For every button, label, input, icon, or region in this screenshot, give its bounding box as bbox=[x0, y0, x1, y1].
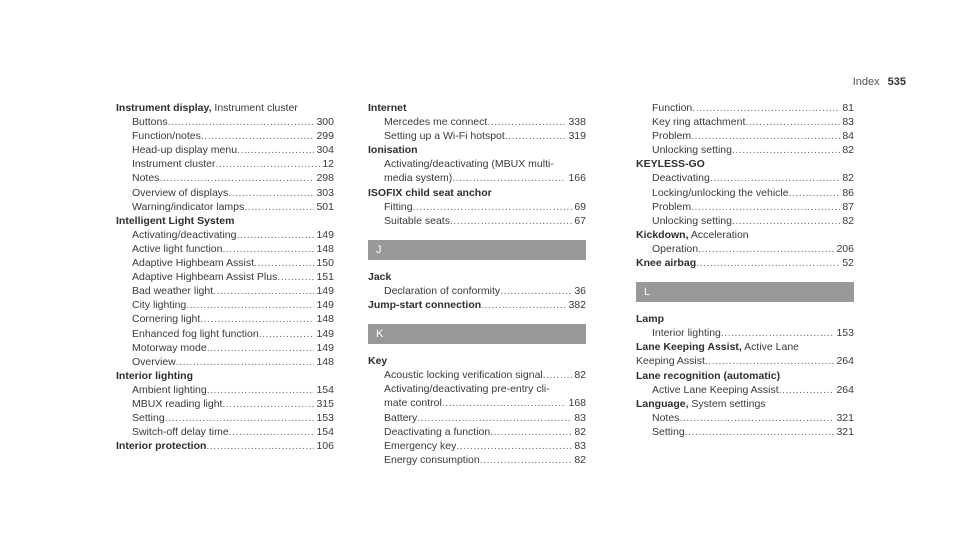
dot-leader bbox=[691, 200, 840, 214]
subentry-text: Unlocking setting bbox=[652, 144, 732, 157]
index-subentry[interactable] bbox=[368, 115, 586, 129]
dot-leader bbox=[710, 171, 841, 185]
dot-leader bbox=[215, 157, 320, 171]
index-subentry[interactable] bbox=[116, 129, 334, 143]
dot-leader bbox=[222, 397, 314, 411]
dot-leader bbox=[186, 298, 314, 312]
subentry-text: media system) bbox=[384, 172, 453, 185]
index-subentry[interactable] bbox=[116, 186, 334, 200]
page-ref: 166 bbox=[568, 172, 586, 185]
index-subentry[interactable] bbox=[116, 270, 334, 284]
dot-leader bbox=[679, 411, 834, 425]
page-ref: 149 bbox=[316, 327, 334, 340]
page-ref: 69 bbox=[574, 200, 586, 213]
section-letter: J bbox=[368, 240, 586, 260]
dot-leader bbox=[732, 143, 840, 157]
page-ref: 149 bbox=[316, 341, 334, 354]
page-ref: 83 bbox=[842, 116, 854, 129]
page-ref: 87 bbox=[842, 200, 854, 213]
index-subentry[interactable] bbox=[116, 383, 334, 397]
heading-qualifier: Instrument cluster bbox=[211, 102, 298, 114]
dot-leader bbox=[244, 200, 314, 214]
index-heading[interactable] bbox=[368, 186, 586, 200]
subentry-line: Activating/deactivating (MBUX multi- bbox=[384, 158, 554, 171]
dot-leader bbox=[450, 214, 572, 228]
subentry-text: Suitable seats bbox=[384, 214, 450, 227]
dot-leader bbox=[721, 326, 835, 340]
subentry-text: Setting up a Wi-Fi hotspot bbox=[384, 130, 505, 143]
page-ref: 82 bbox=[842, 144, 854, 157]
dot-leader bbox=[789, 186, 841, 200]
dot-leader bbox=[159, 171, 314, 185]
index-subentry[interactable] bbox=[636, 411, 854, 425]
subentry-text: Setting bbox=[652, 425, 685, 438]
heading-term: Internet bbox=[368, 102, 407, 114]
subentry-text: Deactivating bbox=[652, 172, 710, 185]
dot-leader bbox=[692, 101, 840, 115]
index-subentry[interactable] bbox=[116, 341, 334, 355]
page-ref: 149 bbox=[316, 285, 334, 298]
page-ref: 86 bbox=[842, 186, 854, 199]
index-subentry[interactable] bbox=[636, 425, 854, 439]
subentry-text: Active Lane Keeping Assist bbox=[652, 383, 779, 396]
dot-leader bbox=[480, 453, 573, 467]
page-number: 535 bbox=[887, 76, 906, 88]
heading-term: Lane Keeping Assist, bbox=[636, 341, 742, 354]
dot-leader bbox=[732, 214, 840, 228]
index-heading[interactable] bbox=[636, 369, 854, 383]
heading-term: KEYLESS-GO bbox=[636, 158, 705, 171]
dot-leader bbox=[165, 411, 315, 425]
subentry-text: Mercedes me connect bbox=[384, 116, 488, 129]
index-heading-with-page[interactable] bbox=[636, 256, 854, 270]
index-heading[interactable] bbox=[368, 143, 586, 157]
index-subentry[interactable] bbox=[368, 368, 586, 382]
dot-leader bbox=[229, 425, 315, 439]
subentry-text: Problem bbox=[652, 200, 692, 213]
subentry-text: Problem bbox=[652, 130, 692, 143]
dot-leader bbox=[200, 312, 314, 326]
page-ref: 83 bbox=[574, 411, 586, 424]
index-subentry[interactable] bbox=[116, 355, 334, 369]
dot-leader bbox=[452, 171, 566, 185]
page-ref: 83 bbox=[574, 439, 586, 452]
dot-leader bbox=[201, 129, 315, 143]
heading-term: Jump-start connection bbox=[368, 299, 482, 312]
subentry-text: Motorway mode bbox=[132, 341, 207, 354]
page-ref: 154 bbox=[316, 426, 334, 439]
heading-term: Knee airbag bbox=[636, 257, 697, 270]
subentry-text: Operation bbox=[652, 242, 699, 255]
dot-leader bbox=[487, 115, 566, 129]
section-letter: K bbox=[368, 324, 586, 344]
index-heading[interactable] bbox=[368, 101, 586, 115]
index-subentry[interactable] bbox=[116, 298, 334, 312]
page-ref: 82 bbox=[842, 214, 854, 227]
subentry-text: Unlocking setting bbox=[652, 214, 732, 227]
index-subentry[interactable] bbox=[636, 115, 854, 129]
dot-leader bbox=[206, 439, 314, 453]
dot-leader bbox=[236, 228, 314, 242]
index-heading[interactable] bbox=[116, 369, 334, 383]
page-ref: 151 bbox=[316, 271, 334, 284]
heading-term: Lamp bbox=[636, 313, 665, 326]
heading-term: Intelligent Light System bbox=[116, 214, 235, 227]
subentry-text: Notes bbox=[132, 172, 160, 185]
page-ref: 149 bbox=[316, 228, 334, 241]
index-column-1 bbox=[116, 101, 334, 453]
dot-leader bbox=[213, 284, 314, 298]
dot-leader bbox=[705, 354, 835, 368]
page-ref: 338 bbox=[568, 116, 586, 129]
subentry-text: Acoustic locking verification signal bbox=[384, 369, 543, 382]
subentry-text: Emergency key bbox=[384, 439, 457, 452]
index-subentry[interactable] bbox=[116, 143, 334, 157]
index-subentry[interactable] bbox=[116, 171, 334, 185]
index-column-3 bbox=[636, 101, 854, 439]
subentry-text: Overview bbox=[132, 355, 176, 368]
page-ref: 168 bbox=[568, 397, 586, 410]
page-ref: 153 bbox=[836, 327, 854, 340]
page-ref: 264 bbox=[836, 355, 854, 368]
subentry-text: Setting bbox=[132, 412, 165, 425]
index-subentry[interactable] bbox=[116, 397, 334, 411]
page-ref: 319 bbox=[568, 130, 586, 143]
dot-leader bbox=[259, 327, 315, 341]
page-ref: 52 bbox=[842, 257, 854, 270]
subentry-text: Function bbox=[652, 102, 693, 114]
page-ref: 149 bbox=[316, 299, 334, 312]
page-ref: 321 bbox=[836, 411, 854, 424]
subentry-text: Ambient lighting bbox=[132, 383, 207, 396]
dot-leader bbox=[745, 115, 840, 129]
index-subentry[interactable] bbox=[116, 256, 334, 270]
page-ref: 84 bbox=[842, 130, 854, 143]
index-heading[interactable] bbox=[636, 312, 854, 326]
dot-leader bbox=[413, 200, 573, 214]
subentry-text: Active light function bbox=[132, 242, 223, 255]
index-subentry[interactable] bbox=[116, 327, 334, 341]
page-ref: 82 bbox=[574, 453, 586, 466]
heading-qualifier: System settings bbox=[688, 397, 766, 410]
index-subentry[interactable] bbox=[368, 284, 586, 298]
dot-leader bbox=[696, 256, 840, 270]
page-ref: 300 bbox=[316, 116, 334, 129]
page-ref: 67 bbox=[574, 214, 586, 227]
dot-leader bbox=[442, 396, 567, 410]
dot-leader bbox=[254, 256, 314, 270]
dot-leader bbox=[417, 411, 572, 425]
index-subentry[interactable] bbox=[116, 157, 334, 171]
dot-leader bbox=[543, 368, 573, 382]
page-ref: 154 bbox=[316, 383, 334, 396]
subentry-text: MBUX reading light bbox=[132, 397, 223, 410]
heading-term: Jack bbox=[368, 270, 392, 283]
heading-term: Ionisation bbox=[368, 144, 418, 157]
index-heading[interactable] bbox=[636, 228, 854, 242]
subentry-line: Activating/deactivating pre-entry cli- bbox=[384, 383, 550, 396]
index-subentry[interactable] bbox=[636, 171, 854, 185]
page-ref: 36 bbox=[574, 284, 586, 297]
index-subentry[interactable] bbox=[368, 214, 586, 228]
dot-leader bbox=[481, 298, 566, 312]
subentry-text: Declaration of conformity bbox=[384, 284, 501, 297]
heading-term: Keeping Assist bbox=[636, 355, 705, 368]
page-ref: 12 bbox=[322, 158, 334, 171]
index-subentry[interactable] bbox=[116, 228, 334, 242]
subentry-text: Cornering light bbox=[132, 313, 201, 326]
dot-leader bbox=[176, 355, 315, 369]
heading-term: Language, bbox=[636, 397, 689, 410]
index-subentry[interactable] bbox=[636, 214, 854, 228]
index-subentry[interactable] bbox=[116, 115, 334, 129]
index-heading[interactable] bbox=[116, 214, 334, 228]
subentry-text: Energy consumption bbox=[384, 453, 480, 466]
index-heading[interactable] bbox=[636, 397, 854, 411]
index-column-2 bbox=[368, 101, 586, 467]
page-ref: 206 bbox=[836, 242, 854, 255]
dot-leader bbox=[207, 383, 315, 397]
index-subentry[interactable] bbox=[368, 129, 586, 143]
index-heading[interactable] bbox=[636, 157, 854, 171]
subentry-text: Fitting bbox=[384, 200, 413, 213]
subentry-text: Deactivating a function bbox=[384, 425, 491, 438]
index-subentry[interactable] bbox=[368, 439, 586, 453]
subentry-text: Interior lighting bbox=[652, 327, 721, 340]
heading-term: Key bbox=[368, 355, 388, 368]
heading-term: Interior lighting bbox=[116, 369, 193, 382]
dot-leader bbox=[237, 143, 314, 157]
dot-leader bbox=[490, 425, 572, 439]
index-subentry[interactable] bbox=[636, 186, 854, 200]
index-subentry[interactable] bbox=[368, 171, 586, 185]
dot-leader bbox=[691, 129, 840, 143]
index-subentry[interactable] bbox=[368, 425, 586, 439]
index-subentry[interactable] bbox=[636, 101, 854, 115]
index-subentry[interactable] bbox=[636, 383, 854, 397]
page-ref: 315 bbox=[316, 397, 334, 410]
page-ref: 81 bbox=[842, 102, 854, 114]
subentry-text: Function/notes bbox=[132, 130, 201, 143]
subentry-text: Adaptive Highbeam Assist bbox=[132, 257, 254, 270]
index-subentry[interactable] bbox=[636, 242, 854, 256]
heading-term: Lane recognition (automatic) bbox=[636, 369, 781, 382]
dot-leader bbox=[207, 341, 315, 355]
dot-leader bbox=[500, 284, 572, 298]
subentry-text: Buttons bbox=[132, 116, 168, 129]
subentry-text: Locking/unlocking the vehicle bbox=[652, 186, 789, 199]
index-heading[interactable] bbox=[368, 354, 586, 368]
index-subentry[interactable] bbox=[636, 129, 854, 143]
index-heading-with-page[interactable] bbox=[116, 439, 334, 453]
dot-leader bbox=[505, 129, 567, 143]
subentry-text: Overview of displays bbox=[132, 186, 229, 199]
index-subentry[interactable] bbox=[116, 425, 334, 439]
index-subentry[interactable] bbox=[636, 143, 854, 157]
heading-term: Kickdown, bbox=[636, 228, 689, 241]
subentry-text: Activating/deactivating bbox=[132, 228, 237, 241]
index-subentry[interactable] bbox=[116, 284, 334, 298]
page-ref: 148 bbox=[316, 242, 334, 255]
page-ref: 82 bbox=[574, 425, 586, 438]
index-heading[interactable] bbox=[116, 101, 334, 115]
dot-leader bbox=[779, 383, 835, 397]
dot-leader bbox=[698, 242, 834, 256]
subentry-text: mate control bbox=[384, 397, 442, 410]
heading-term: Interior protection bbox=[116, 440, 207, 453]
page-ref: 382 bbox=[568, 299, 586, 312]
subentry-text: Warning/indicator lamps bbox=[132, 200, 245, 213]
heading-term: ISOFIX child seat anchor bbox=[368, 186, 492, 199]
index-heading[interactable] bbox=[368, 270, 586, 284]
page-ref: 264 bbox=[836, 383, 854, 396]
section-letter: L bbox=[636, 282, 854, 302]
heading-qualifier: Acceleration bbox=[688, 228, 749, 241]
subentry-text: Battery bbox=[384, 411, 418, 424]
index-subentry[interactable] bbox=[368, 396, 586, 410]
index-heading-with-page[interactable] bbox=[636, 354, 854, 368]
index-heading[interactable] bbox=[636, 340, 854, 354]
page-ref: 501 bbox=[316, 200, 334, 213]
index-subentry[interactable] bbox=[636, 200, 854, 214]
index-subentry[interactable] bbox=[368, 453, 586, 467]
subentry-text: Head-up display menu bbox=[132, 144, 238, 157]
index-subentry[interactable] bbox=[116, 312, 334, 326]
index-subentry[interactable] bbox=[636, 326, 854, 340]
subentry-text: City lighting bbox=[132, 299, 187, 312]
index-subentry[interactable] bbox=[116, 411, 334, 425]
dot-leader bbox=[685, 425, 835, 439]
subentry-text: Switch-off delay time bbox=[132, 426, 229, 439]
dot-leader bbox=[277, 270, 314, 284]
subentry-text: Notes bbox=[652, 411, 680, 424]
page-ref: 321 bbox=[836, 425, 854, 438]
subentry-text: Instrument cluster bbox=[132, 158, 216, 171]
index-heading-with-page[interactable] bbox=[368, 298, 586, 312]
header-title: Index bbox=[852, 76, 880, 88]
page-ref: 148 bbox=[316, 355, 334, 368]
page-ref: 82 bbox=[574, 369, 586, 382]
page-ref: 150 bbox=[316, 257, 334, 270]
dot-leader bbox=[222, 242, 314, 256]
page-ref: 298 bbox=[316, 172, 334, 185]
dot-leader bbox=[168, 115, 315, 129]
page-header bbox=[853, 76, 906, 88]
index-subentry[interactable] bbox=[368, 411, 586, 425]
index-subentry[interactable] bbox=[116, 242, 334, 256]
page-ref: 304 bbox=[316, 144, 334, 157]
dot-leader bbox=[456, 439, 572, 453]
index-subentry[interactable] bbox=[116, 200, 334, 214]
page-ref: 148 bbox=[316, 313, 334, 326]
subentry-text: Enhanced fog light function bbox=[132, 327, 259, 340]
heading-term: Instrument display, bbox=[116, 102, 212, 114]
subentry-text: Adaptive Highbeam Assist Plus bbox=[132, 271, 278, 284]
dot-leader bbox=[228, 186, 314, 200]
heading-qualifier: Active Lane bbox=[741, 341, 800, 354]
page-ref: 82 bbox=[842, 172, 854, 185]
page-ref: 106 bbox=[316, 440, 334, 453]
page-ref: 299 bbox=[316, 130, 334, 143]
page-ref: 153 bbox=[316, 412, 334, 425]
subentry-text: Bad weather light bbox=[132, 285, 214, 298]
index-subentry[interactable] bbox=[368, 200, 586, 214]
page-ref: 303 bbox=[316, 186, 334, 199]
subentry-text: Key ring attachment bbox=[652, 116, 746, 129]
